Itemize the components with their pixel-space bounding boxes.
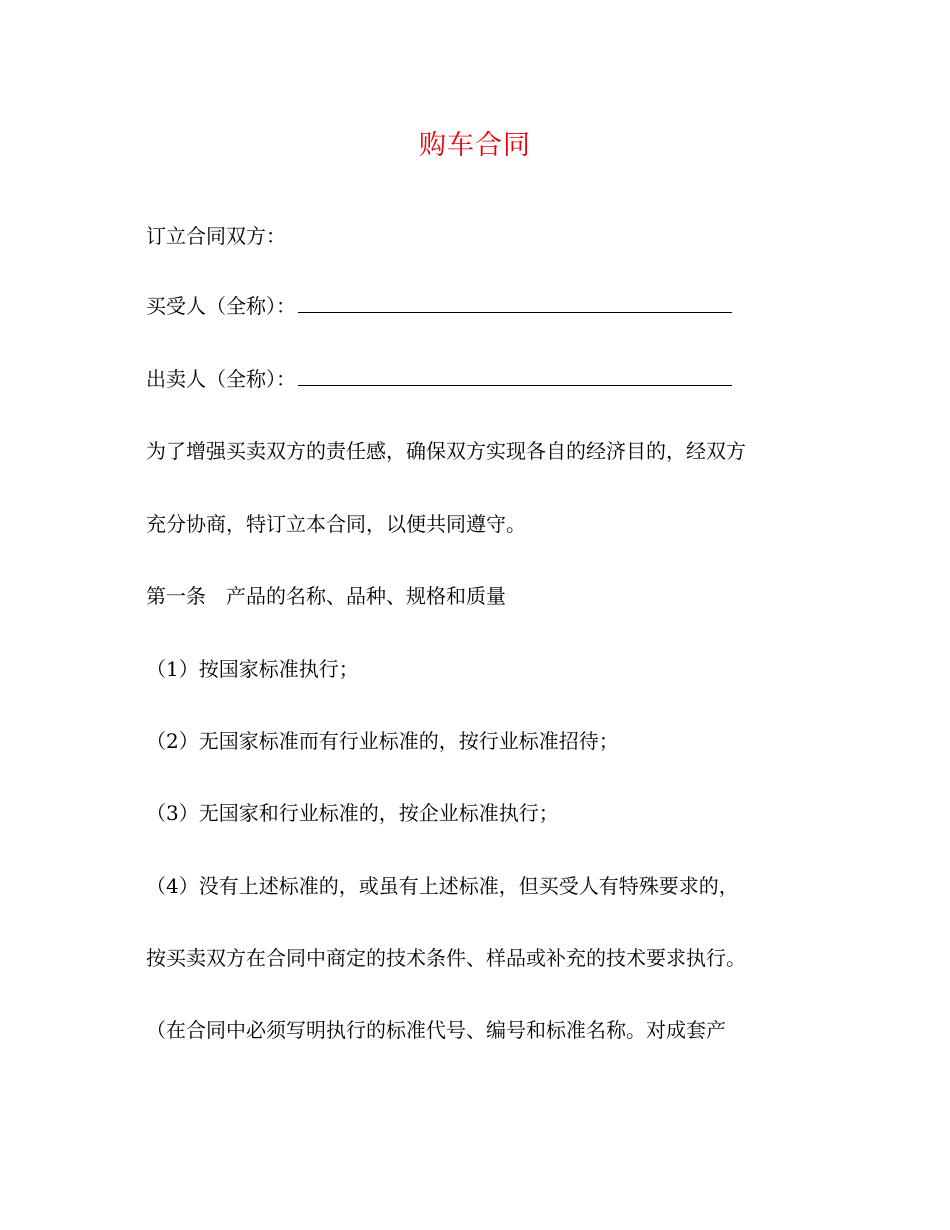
buyer-name-blank [298,294,732,313]
buyer-label: 买受人（全称）： [146,294,296,318]
buyer-line [146,292,732,320]
article-1-heading [146,582,506,610]
seller-line [146,365,732,393]
seller-label: 出卖人（全称）： [146,367,296,391]
document-title: 购车合同 [419,130,531,161]
clause-item-4-line-1: （4）没有上述标准的，或虽有上述标准，但买受人有特殊要求的， [146,874,739,898]
clause-item-3: （3）无国家和行业标准的，按企业标准执行； [146,801,559,825]
clause-item-2: （2）无国家标准而有行业标准的，按行业标准招待； [146,729,619,753]
article-1-number: 第一条 [146,584,206,608]
note-line-1: （在合同中必须写明执行的标准代号、编号和标准名称。对成套产 [146,1018,726,1042]
intro-line-2: 充分协商，特订立本合同，以便共同遵守。 [146,512,526,536]
parties-heading: 订立合同双方： [146,224,286,248]
seller-name-blank [298,367,732,386]
intro-line-1: 为了增强买卖双方的责任感，确保双方实现各自的经济目的，经双方 [146,439,746,463]
article-1-title: 产品的名称、品种、规格和质量 [226,584,506,608]
clause-item-1: （1）按国家标准执行； [146,657,359,681]
clause-item-4-line-2: 按买卖双方在合同中商定的技术条件、样品或补充的技术要求执行。 [146,946,746,970]
